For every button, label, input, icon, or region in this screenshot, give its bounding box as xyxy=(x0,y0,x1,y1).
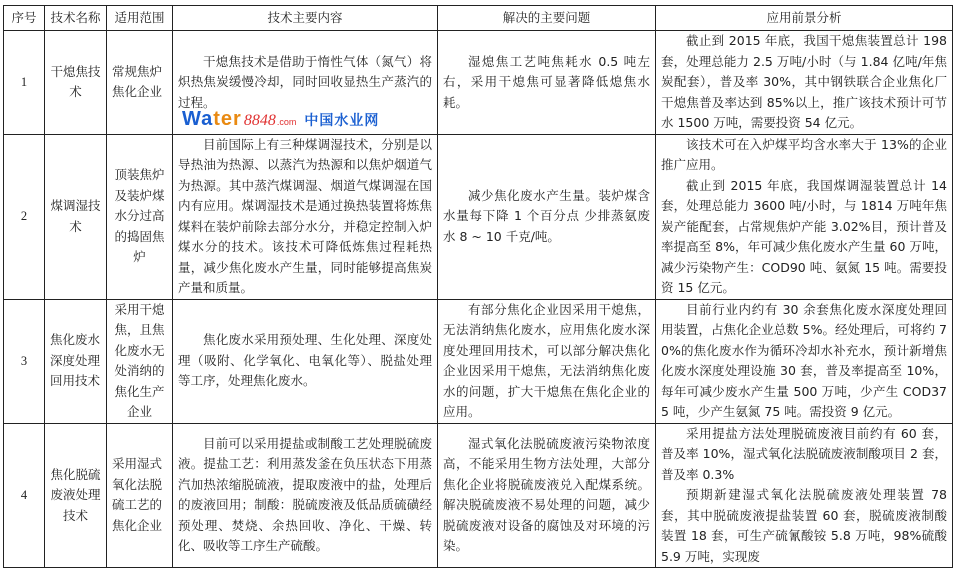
cell-no: 1 xyxy=(4,31,45,135)
coking-technology-table xyxy=(3,5,953,568)
cell-name: 干熄焦技术 xyxy=(45,31,107,135)
prospect-paragraph: 截止到 2015 年底，我国煤调湿装置总计 14 套，处理总能力 3600 吨/小时，与 1814 万吨年焦炭产能配套，占常规焦炉产能 3.02%目，预计普及率提高至 8%，年可减少焦化废水产生量 60 万吨，减少污染物产生：COD90 吨、氨氮 15 吨。需要投资 15 亿元。 xyxy=(661,177,947,295)
cell-scope: 采用湿式氧化法脱硫工艺的焦化企业 xyxy=(107,423,173,568)
header-content: 技术主要内容 xyxy=(173,6,438,31)
cell-problem: 湿熄焦工艺吨焦耗水 0.5 吨左右，采用干熄焦可显著降低熄焦水耗。 xyxy=(438,31,656,135)
header-problem: 解决的主要问题 xyxy=(438,6,656,31)
cell-scope: 采用干熄焦，且焦化废水无处消纳的焦化生产企业 xyxy=(107,299,173,423)
cell-prospect xyxy=(656,31,953,135)
prospect-paragraph: 采用提盐方法处理脱硫废液目前约有 60 套，普及率 10%，湿式氧化法脱硫废液制酸项目 2 套，普及率 0.3% xyxy=(661,425,947,482)
cell-no: 4 xyxy=(4,423,45,568)
watermark-cn: 中国水业网 xyxy=(304,113,380,129)
cell-prospect xyxy=(656,299,953,423)
cell-name: 焦化脱硫废液处理技术 xyxy=(45,423,107,568)
cell-scope: 常规焦炉焦化企业 xyxy=(107,31,173,135)
watermark-domain: .com xyxy=(276,117,297,127)
prospect-paragraph: 该技术可在入炉煤平均含水率大于 13%的企业推广应用。 xyxy=(661,136,947,172)
cell-no: 2 xyxy=(4,134,45,299)
cell-problem: 减少焦化废水产生量。装炉煤含水量每下降 1 个百分点 少排蒸氨废水 8 ~ 10 千克/吨。 xyxy=(438,134,656,299)
watermark-num: 8848 xyxy=(243,112,276,129)
cell-problem: 湿式氧化法脱硫废液污染物浓度高，不能采用生物方法处理，大部分焦化企业将脱硫废液兑入配煤系统。解决脱硫废液不易处理的问题，减少脱硫废液对设备的腐蚀及对环境的污染。 xyxy=(438,423,656,568)
cell-content: 焦化废水采用预处理、生化处理、深度处理（吸附、化学氧化、电氧化等）、脱盐处理等工序，处理焦化废水。 xyxy=(173,299,438,423)
header-row xyxy=(4,6,953,31)
cell-name: 焦化废水深度处理回用技术 xyxy=(45,299,107,423)
table-row xyxy=(4,31,953,135)
table-row xyxy=(4,299,953,423)
cell-content: 干熄焦技术是借助于惰性气体（氮气）将炽热焦炭缓慢冷却，同时回收显热生产蒸汽的过程。 xyxy=(173,31,438,135)
cell-prospect xyxy=(656,134,953,299)
prospect-paragraph: 预期新建湿式氧化法脱硫废液处理装置 78 套，其中脱硫废液提盐装置 60 套，脱硫废液制酸装置 18 套，可生产硫氰酸铵 5.8 万吨，98%硫酸 5.9 万吨，实现废 xyxy=(661,487,947,564)
cell-no: 3 xyxy=(4,299,45,423)
cell-scope: 顶装焦炉及装炉煤水分过高的捣固焦炉 xyxy=(107,134,173,299)
header-name: 技术名称 xyxy=(45,6,107,31)
cell-name: 煤调湿技术 xyxy=(45,134,107,299)
header-no: 序号 xyxy=(4,6,45,31)
watermark-en: Water xyxy=(182,108,242,130)
prospect-paragraph: 截止到 2015 年底，我国干熄焦装置总计 198 套，处理总能力 2.5 万吨/小时（与 1.84 亿吨/年焦炭配套），普及率 30%，其中钢铁联合企业焦化厂干熄焦普及率达到 85%以上，推广该技术预计可节水 1500 万吨，需要投资 54 亿元。 xyxy=(661,33,947,130)
table-row xyxy=(4,134,953,299)
cell-prospect xyxy=(656,423,953,568)
prospect-paragraph: 目前行业内约有 30 余套焦化废水深度处理回用装置，占焦化企业总数 5%。经处理后，可将约 70%的焦化废水作为循环冷却水补充水，预计新增焦化废水深度处理设施 30 套，普及率提高至 10%，每年可减少废水产生量 500 万吨，少产生 COD375 吨，少产生氨氮 75 吨。需投资 9 亿元。 xyxy=(661,301,947,419)
table-row xyxy=(4,423,953,568)
header-scope: 适用范围 xyxy=(107,6,173,31)
cell-content: 目前可以采用提盐或制酸工艺处理脱硫废液。提盐工艺：利用蒸发釜在负压状态下用蒸汽加热浓缩脱硫液，提取废液中的盐，处理后的废液回用；制酸：脱硫废液及低品质硫磺经预处理、焚烧、余热回收、净化、干燥、转化、吸收等工序生产硫酸。 xyxy=(173,423,438,568)
cell-problem: 有部分焦化企业因采用干熄焦，无法消纳焦化废水，应用焦化废水深度处理回用技术，可以部分解决焦化企业因采用干熄焦，无法消纳焦化废水的问题，扩大干熄焦在焦化企业的应用。 xyxy=(438,299,656,423)
header-prospect: 应用前景分析 xyxy=(656,6,953,31)
cell-content: 目前国际上有三种煤调湿技术，分别是以导热油为热源、以蒸汽为热源和以焦炉烟道气为热源。其中蒸汽煤调湿、烟道气煤调湿在国内有应用。煤调湿技术是通过换热装置将炼焦煤料在装炉前除去部分水分，并稳定控制入炉煤水分的技术。该技术可降低炼焦过程耗热量，减少焦化废水产生量，同时能够提高焦炭产量和质量。 xyxy=(173,134,438,299)
